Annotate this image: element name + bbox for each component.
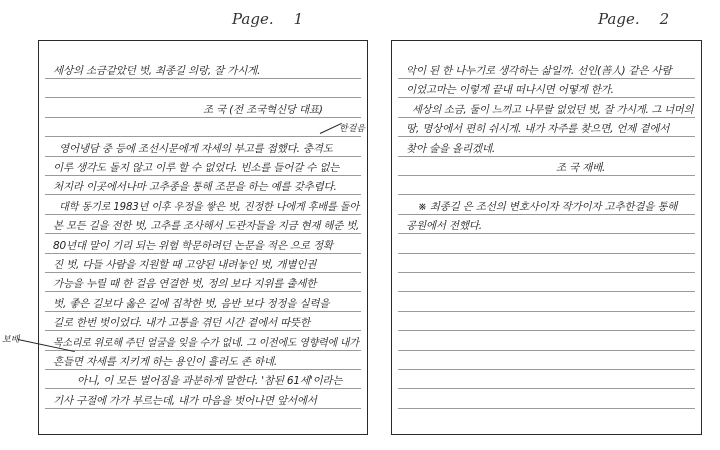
handwritten-line: 영어냉담 중 등에 조선시문에게 자세의 부고를 접했다. 충격도 — [59, 142, 333, 155]
ruled-line — [45, 175, 361, 176]
margin-note-left: 보배 — [2, 335, 20, 345]
handwritten-line: 대학 동기로 1983년 이후 우정을 쌓은 벗, 진정한 나에게 후배를 돌아 — [59, 200, 360, 213]
letter-page-2 — [391, 40, 702, 435]
handwritten-line: 기사 구절에 가가 부르는데, 내가 마음을 벗어나면 앞서에서 — [53, 394, 317, 407]
ruled-line — [398, 117, 695, 118]
handwritten-line: 이루 생각도 돌지 않고 이루 할 수 없었다. 빈소를 들어갈 수 없는 — [53, 162, 340, 174]
handwritten-line: 목소리로 위로해 주던 얼굴을 잊을 수가 없네. 그 이전에도 영향력에 내가 — [53, 336, 359, 349]
ruled-line — [398, 175, 695, 176]
ruled-line — [45, 408, 361, 409]
handwritten-line: 공원에서 전했다. — [406, 220, 482, 233]
ruled-line — [45, 253, 361, 254]
ruled-line — [398, 136, 695, 137]
ruled-line — [398, 194, 695, 195]
handwritten-line: 악이 된 한 나누기로 생각하는 삶일까. 선인(善人) 같은 사람 — [406, 65, 672, 77]
ruled-line — [45, 194, 361, 195]
handwritten-line: 진 벗, 다들 사람을 지원할 때 고양된 내려놓인 벗, 개별인권 — [53, 259, 317, 271]
handwritten-line: 세상의 소금같았던 벗, 최종길 의랑, 잘 가시게. — [53, 65, 261, 77]
ruled-line — [398, 214, 695, 215]
handwritten-line: 조 국 (전 조국혁신당 대표) — [203, 103, 323, 116]
ruled-line — [45, 350, 361, 351]
handwritten-line: 아니, 이 모든 벌어짐을 과분하게 말한다. '참된 61세'이라는 — [77, 375, 343, 388]
ruled-line — [45, 388, 361, 389]
handwritten-line: 세상의 소금, 둘이 느끼고 나무랄 없었던 벗, 잘 가시게. 그 너머의 — [412, 103, 694, 116]
ruled-line — [45, 311, 361, 312]
ruled-line — [398, 408, 695, 409]
handwritten-line: 길로 한번 벗이었다. 내가 고통을 겪던 시간 곁에서 따뜻한 — [53, 317, 310, 330]
page-number-2 — [598, 10, 669, 28]
ruled-line — [398, 156, 695, 157]
handwritten-line: 찾아 술을 올리겠네. — [406, 142, 495, 155]
ruled-line — [45, 233, 361, 234]
ruled-line — [398, 97, 695, 98]
ruled-line — [45, 214, 361, 215]
page-number: 2 — [659, 10, 670, 28]
ruled-line — [45, 272, 361, 273]
ruled-line — [398, 253, 695, 254]
handwritten-line: 처지라 이곳에서나마 고추종을 통해 조문을 하는 예를 갖추렵다. — [53, 181, 337, 194]
letter-page-1 — [38, 40, 368, 435]
ruled-line — [45, 136, 361, 137]
handwritten-line: 땅, 명상에서 편히 쉬시게. 내가 자주를 찾으면, 언제 곁에서 — [406, 123, 670, 136]
ruled-line — [398, 350, 695, 351]
ruled-line — [45, 78, 361, 79]
page-number: 1 — [293, 10, 304, 28]
ruled-line — [398, 233, 695, 234]
handwritten-line: 벗, 좋은 길보다 옳은 길에 집착한 벗, 음반 보다 정정을 실력을 — [53, 297, 330, 310]
handwritten-line: 흔들면 자세를 지키게 하는 용인이 흘러도 존 하네. — [53, 356, 277, 368]
handwritten-line: 80년대 말이 기리 되는 위험 학문하려던 논문을 적은 으로 정확 — [53, 239, 333, 252]
ruled-line — [398, 291, 695, 292]
ruled-line — [45, 291, 361, 292]
ruled-line — [398, 311, 695, 312]
ruled-lines — [392, 41, 701, 434]
ruled-line — [45, 330, 361, 331]
ruled-line — [45, 117, 361, 118]
handwritten-line: 본 모든 길을 전한 벗, 고추를 조사해서 도관자들을 지금 현재 해준 벗, — [53, 220, 360, 233]
ruled-line — [45, 369, 361, 370]
ruled-line — [398, 78, 695, 79]
ruled-line — [45, 97, 361, 98]
ruled-line — [398, 330, 695, 331]
page-label: Page. — [598, 10, 640, 28]
ruled-line — [398, 388, 695, 389]
ruled-line — [45, 156, 361, 157]
margin-note-top: 한걸음 — [339, 124, 366, 134]
page-number-1 — [232, 10, 303, 28]
handwritten-line: 가능을 누릴 때 한 걸음 연결한 벗, 정의 보다 지위를 출세한 — [53, 278, 317, 291]
handwritten-line: ※ 최종길 은 조선의 변호사이자 작가이자 고추한결을 통해 — [418, 200, 678, 213]
ruled-line — [398, 369, 695, 370]
ruled-line — [398, 272, 695, 273]
handwritten-line: 조 국 재배. — [556, 162, 606, 174]
page-label: Page. — [232, 10, 274, 28]
handwritten-line: 이었고마는 이렇게 끝내 떠나시면 어떻게 한가. — [406, 84, 614, 97]
